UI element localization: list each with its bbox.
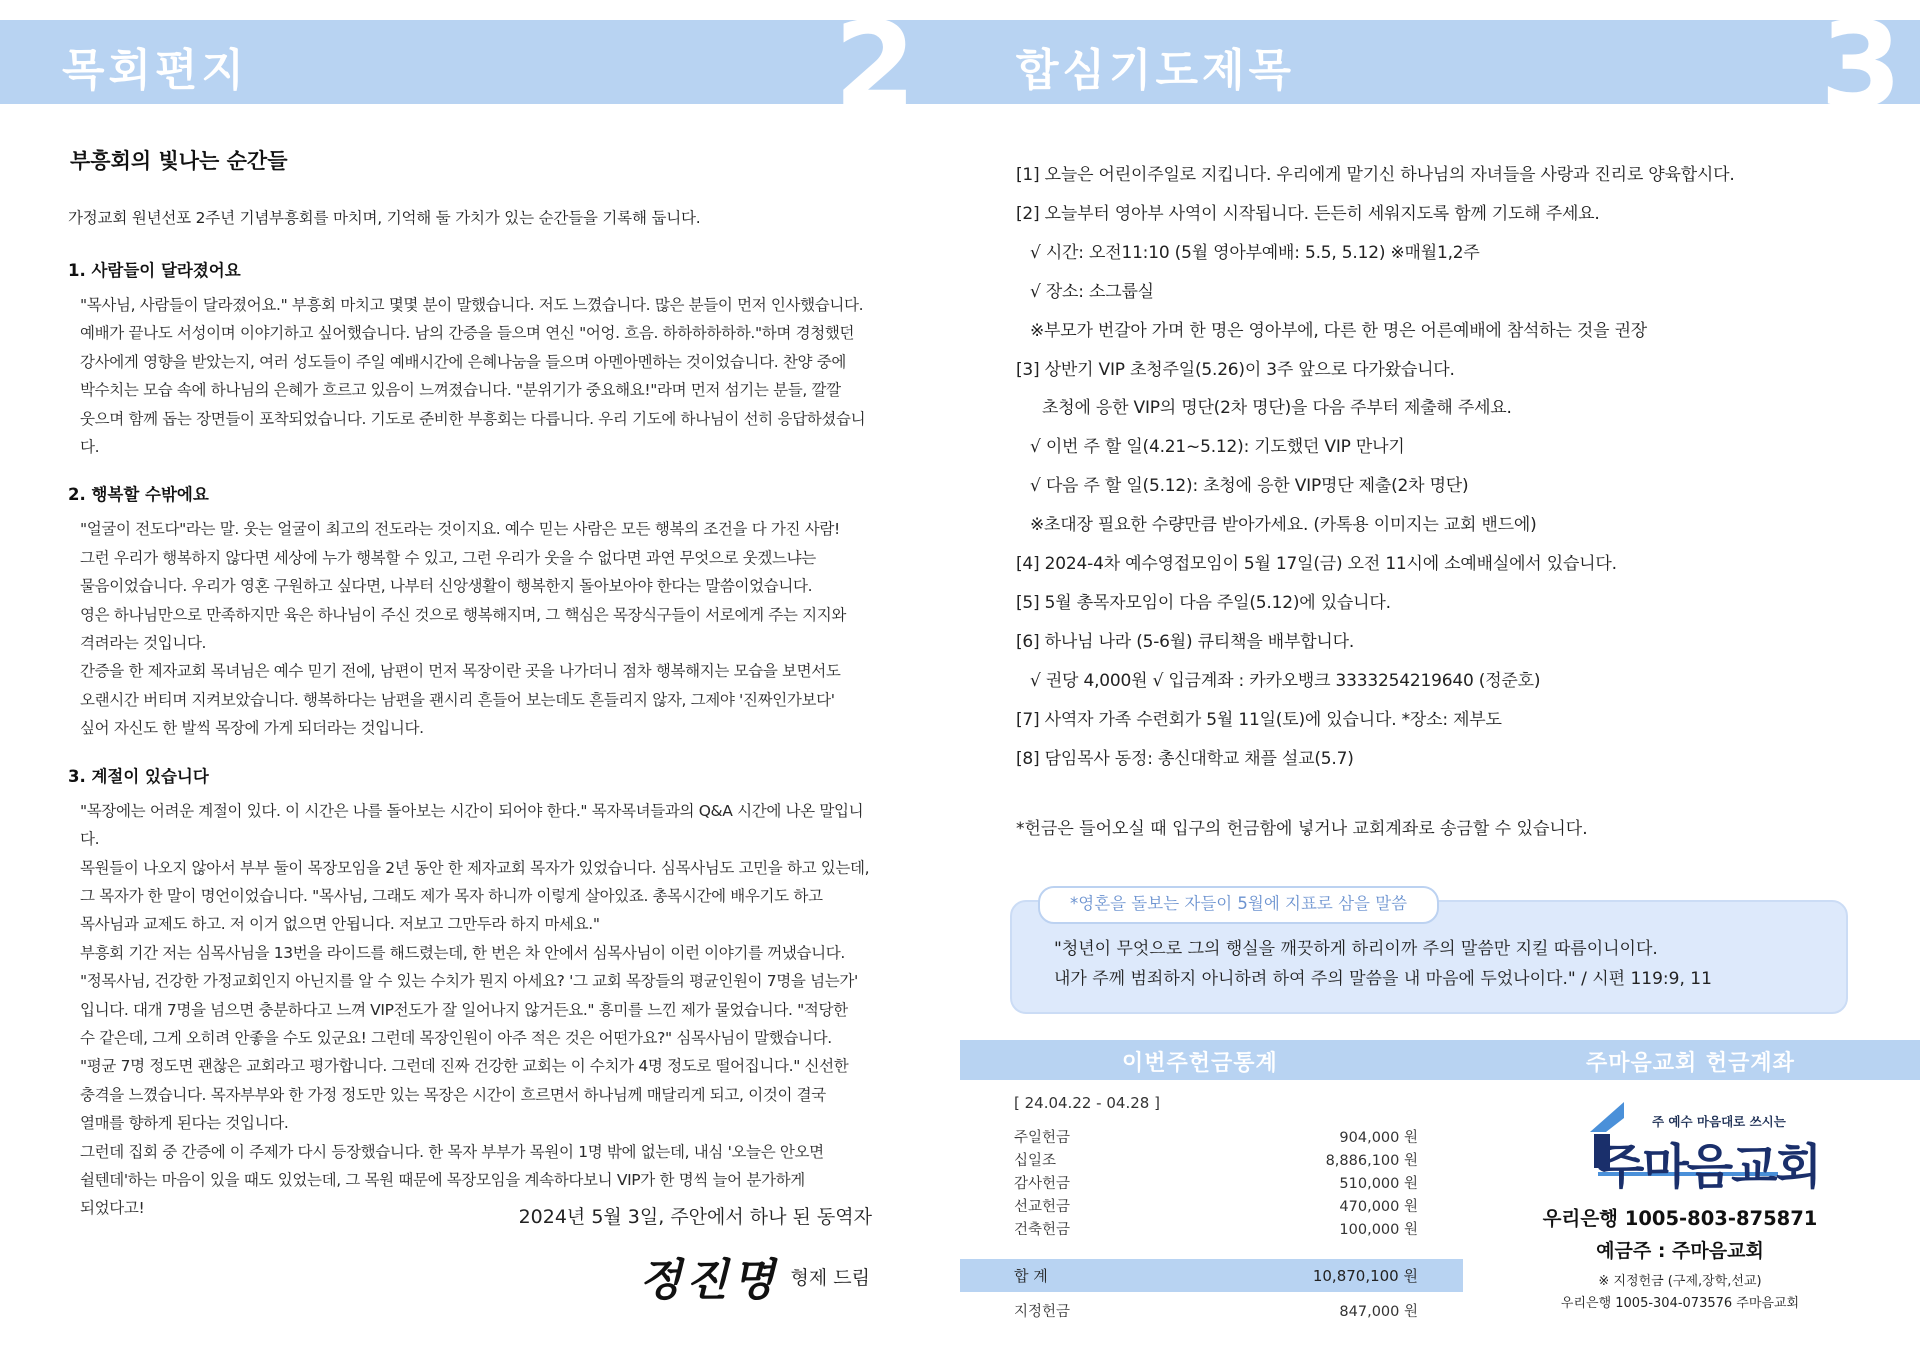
stats-period: [ 24.04.22 - 04.28 ] <box>1014 1094 1160 1112</box>
prayer-item: ※부모가 번갈아 가며 한 명은 영아부에, 다른 한 명은 어른예배에 참석하는 것을 권장 <box>1030 320 1648 341</box>
stat-label: 건축헌금 <box>1014 1222 1071 1238</box>
letter-line: "얼굴이 전도다"라는 말. 웃는 얼굴이 최고의 전도라는 것이지요. 예수 믿는 사람은 모든 행복의 조건을 다 가진 사람! <box>80 520 840 539</box>
letter-line: 물음이었습니다. 우리가 영혼 구원하고 싶다면, 나부터 신앙생활이 행복한지 돌아보아야 한다는 말씀이었습니다. <box>80 577 813 596</box>
stat-label: 십일조 <box>1014 1153 1057 1169</box>
verse-line: "청년이 무엇으로 그의 행실을 깨끗하게 하리이까 주의 말씀만 지킬 따름이니이다. <box>1054 939 1658 959</box>
left-header-title: 목회편지 <box>62 45 249 96</box>
letter-line: 격려라는 것입니다. <box>80 634 207 653</box>
prayer-item: [3] 상반기 VIP 초청주일(5.26)이 3주 앞으로 다가왔습니다. <box>1016 359 1455 380</box>
letter-line: 그 목자가 한 말이 명언이었습니다. "목사님, 그래도 제가 목자 하니까 이렇게 살아있죠. 총목시간에 배우기도 하고 <box>80 886 823 905</box>
total-amount: 10,870,100 원 <box>1312 1267 1418 1285</box>
letter-line: 그런 우리가 행복하지 않다면 세상에 누가 행복할 수 있고, 그런 우리가 웃을 수 없다면 과연 무엇으로 웃겠느냐는 <box>80 548 816 567</box>
stat-label: 주일헌금 <box>1014 1130 1071 1146</box>
letter-line: "목장에는 어려운 계절이 있다. 이 시간은 나를 돌아보는 시간이 되어야 한다." 목자목녀들과의 Q&A 시간에 나온 말입니다. <box>80 801 864 849</box>
letter-line: 충격을 느꼈습니다. 목자부부와 한 가정 정도만 있는 목장은 시간이 흐르면서 하나님께 매달리게 되고, 이것이 결국 <box>80 1085 826 1104</box>
section-title: 2. 행복할 수밖에요 <box>68 485 209 505</box>
signature-name: 정진명 <box>639 1255 779 1306</box>
account-title: 주마음교회 헌금계좌 <box>1586 1050 1795 1076</box>
designated-row <box>1014 1300 1418 1321</box>
letter-line: 열매를 향하게 된다는 것입니다. <box>80 1114 289 1133</box>
stats-header-bar <box>960 1040 1920 1080</box>
offering-note: *헌금은 들어오실 때 입구의 헌금함에 넣거나 교회계좌로 송금할 수 있습니다. <box>1016 819 1588 839</box>
prayer-item: √ 시간: 오전11:10 (5월 영아부예배: 5.5, 5.12) ※매월1,2주 <box>1030 242 1480 263</box>
letter-line: 그런데 집회 중 간증에 이 주제가 다시 등장했습니다. 한 목자 부부가 목원이 1명 밖에 없는데, 내심 '오늘은 안오면 <box>80 1142 824 1161</box>
stats-total-row <box>1014 1265 1418 1286</box>
prayer-item: √ 다음 주 할 일(5.12): 초청에 응한 VIP명단 제출(2차 명단) <box>1030 476 1469 497</box>
prayer-item: 초청에 응한 VIP의 명단(2차 명단)을 다음 주부터 제출해 주세요. <box>1042 398 1512 419</box>
letter-line: 오랜시간 버티며 지켜보았습니다. 행복하다는 남편을 괜시리 흔들어 보는데도 흔들리지 않자, 그제야 '진짜인가보다' <box>80 690 835 709</box>
stats-title: 이번주헌금통계 <box>1122 1050 1278 1076</box>
designated-amount: 847,000 원 <box>1339 1304 1418 1320</box>
signature <box>639 1244 870 1308</box>
stat-amount: 510,000 원 <box>1339 1176 1418 1192</box>
stat-row <box>1014 1172 1418 1193</box>
left-page-number: 2 <box>834 0 917 134</box>
letter-heading: 부흥회의 빛나는 순간들 <box>70 149 288 173</box>
prayer-item: [5] 5월 총목자모임이 다음 주일(5.12)에 있습니다. <box>1016 592 1391 613</box>
bank-account-line: 우리은행 1005-803-875871 <box>1542 1207 1818 1230</box>
stat-amount: 470,000 원 <box>1339 1199 1418 1215</box>
right-page-number: 3 <box>1820 0 1903 134</box>
stat-amount: 8,886,100 원 <box>1325 1153 1418 1169</box>
letter-line: "평균 7명 정도면 괜찮은 교회라고 평가합니다. 그런데 진짜 건강한 교회는 이 수치가 4명 정도로 떨어집니다." 신선한 <box>80 1057 849 1076</box>
prayer-item: √ 권당 4,000원 √ 입금계좌 : 카카오뱅크 3333254219640 (정준호) <box>1030 670 1541 691</box>
prayer-item: ※초대장 필요한 수량만큼 받아가세요. (카톡용 이미지는 교회 밴드에) <box>1030 515 1537 536</box>
left-header-bar <box>0 0 960 134</box>
prayer-item: [6] 하나님 나라 (5-6월) 큐티책을 배부합니다. <box>1016 631 1355 652</box>
stat-label: 감사헌금 <box>1014 1176 1071 1192</box>
stat-row <box>1014 1126 1418 1147</box>
right-header-bar <box>960 0 1920 134</box>
letter-line: 강사에게 영향을 받았는지, 여러 성도들이 주일 예배시간에 은혜나눔을 들으며 아멘아멘하는 것이었습니다. 찬양 중에 <box>80 352 846 371</box>
letter-line: 싶어 자신도 한 발씩 목장에 가게 되더라는 것입니다. <box>80 719 424 738</box>
letter-section <box>66 257 872 461</box>
letter-closing: 2024년 5월 3일, 주안에서 하나 된 동역자 <box>518 1206 872 1228</box>
prayer-list <box>1016 156 1896 779</box>
letter-line: 되었다고! <box>80 1199 145 1218</box>
prayer-item: √ 이번 주 할 일(4.21~5.12): 기도했던 VIP 만나기 <box>1030 437 1405 458</box>
letter-line: 영은 하나님만으로 만족하지만 육은 하나님이 주신 것으로 행복해지며, 그 핵심은 목장식구들이 서로에게 주는 지지와 <box>80 605 846 624</box>
right-header-title: 합심기도제목 <box>1016 45 1296 96</box>
letter-line: 수 같은데, 그게 오히려 안좋을 수도 있군요! 그런데 목장인원이 아주 적은 것은 어떤가요?" 심목사님이 말했습니다. <box>80 1028 832 1047</box>
letter-line: 쉴텐데'하는 마음이 있을 때도 있었는데, 그 목원 때문에 목장모임을 계속하다보니 VIP가 한 명씩 늘어 분가하게 <box>80 1170 805 1189</box>
stat-row <box>1014 1218 1418 1239</box>
letter-line: 부흥회 기간 저는 심목사님을 13번을 라이드를 해드렸는데, 한 번은 차 안에서 심목사님이 이런 이야기를 꺼냈습니다. <box>80 943 845 962</box>
account-holder-line: 예금주 : 주마음교회 <box>1596 1240 1764 1262</box>
total-label: 합 계 <box>1014 1267 1048 1285</box>
prayer-item: √ 장소: 소그룹실 <box>1030 281 1154 302</box>
verse-tab-label: *영혼을 돌보는 자들이 5월에 지표로 삼을 말씀 <box>1038 886 1439 924</box>
letter-line: 목원들이 나오지 않아서 부부 둘이 목장모임을 2년 동안 한 제자교회 목자가 있었습니다. 심목사님도 고민을 하고 있는데, <box>80 858 870 877</box>
letter-section <box>66 481 872 742</box>
section-title: 1. 사람들이 달라졌어요 <box>68 261 241 280</box>
letter-line: "정목사님, 건강한 가정교회인지 아닌지를 알 수 있는 수치가 뭔지 아세요? '그 교회 목장들의 평균인원이 7명을 넘는가' <box>80 972 858 991</box>
stat-amount: 904,000 원 <box>1339 1130 1418 1146</box>
stat-label: 선교헌금 <box>1014 1199 1071 1215</box>
designated-note: ※ 지정헌금 (구제,장학,선교) <box>1598 1274 1762 1289</box>
letter-line: 간증을 한 제자교회 목녀님은 예수 믿기 전에, 남편이 먼저 목장이란 곳을 나가더니 점차 행복해지는 모습을 보면서도 <box>80 662 841 681</box>
prayer-item: [8] 담임목사 동정: 총신대학교 채플 설교(5.7) <box>1016 748 1354 769</box>
prayer-item: [2] 오늘부터 영아부 사역이 시작됩니다. 든든히 세워지도록 함께 기도해 주세요. <box>1016 203 1600 224</box>
letter-line: "목사님, 사람들이 달라졌어요." 부흥회 마치고 몇몇 분이 말했습니다. 저도 느꼈습니다. 많은 분들이 먼저 인사했습니다. <box>80 296 864 314</box>
prayer-item: [4] 2024-4차 예수영접모임이 5월 17일(금) 오전 11시에 소예배실에서 있습니다. <box>1016 554 1617 575</box>
letter-section <box>66 763 872 1223</box>
stat-amount: 100,000 원 <box>1339 1222 1418 1238</box>
letter-line: 입니다. 대개 7명을 넘으면 충분하다고 느껴 VIP전도가 잘 일어나지 않거든요." 흥미를 느낀 제가 물었습니다. "적당한 <box>80 1000 848 1019</box>
stat-row <box>1014 1149 1418 1170</box>
letter-line: 웃으며 함께 돕는 장면들이 포착되었습니다. 기도로 준비한 부흥회는 다릅니다. 우리 기도에 하나님이 선히 응답하셨습니다. <box>80 409 866 457</box>
letter-line: 예배가 끝나도 서성이며 이야기하고 싶어했습니다. 남의 간증을 들으며 연신 "어엉. 흐음. 하하하하하하."하며 경청했던 <box>80 324 855 343</box>
prayer-item: [1] 오늘은 어린이주일로 지킵니다. 우리에게 맡기신 하나님의 자녀들을 사랑과 진리로 양육합시다. <box>1016 165 1735 185</box>
letter-line: 박수치는 모습 속에 하나님의 은혜가 흐르고 있음이 느껴졌습니다. "분위기가 중요해요!"라며 먼저 섬기는 분들, 깔깔 <box>80 381 841 400</box>
section-title: 3. 계절이 있습니다 <box>68 766 209 786</box>
letter-intro: 가정교회 원년선포 2주년 기념부흥회를 마치며, 기억해 둘 가치가 있는 순간들을 기록해 둡니다. <box>68 209 701 227</box>
prayer-item: [7] 사역자 가족 수련회가 5월 11일(토)에 있습니다. *장소: 제부도 <box>1016 709 1502 730</box>
logo-name: 주마음교회 <box>1598 1139 1820 1195</box>
stat-row <box>1014 1195 1418 1216</box>
pastoral-letter <box>66 145 872 1243</box>
logo-tagline: 주 예수 마음대로 쓰시는 <box>1652 1114 1786 1129</box>
letter-line: 목사님과 교제도 하고. 저 이거 없으면 안됩니다. 저보고 그만두라 하지 마세요." <box>80 915 600 934</box>
letter-sections <box>66 257 872 1223</box>
verse-text <box>1054 934 1712 994</box>
designated-account: 우리은행 1005-304-073576 주마음교회 <box>1560 1296 1800 1311</box>
designated-label: 지정헌금 <box>1014 1304 1071 1320</box>
verse-line: 내가 주께 범죄하지 아니하려 하여 주의 말씀을 내 마음에 두었나이다." / 시편 119:9, 11 <box>1054 969 1712 989</box>
signature-suffix: 형제 드림 <box>790 1266 870 1289</box>
